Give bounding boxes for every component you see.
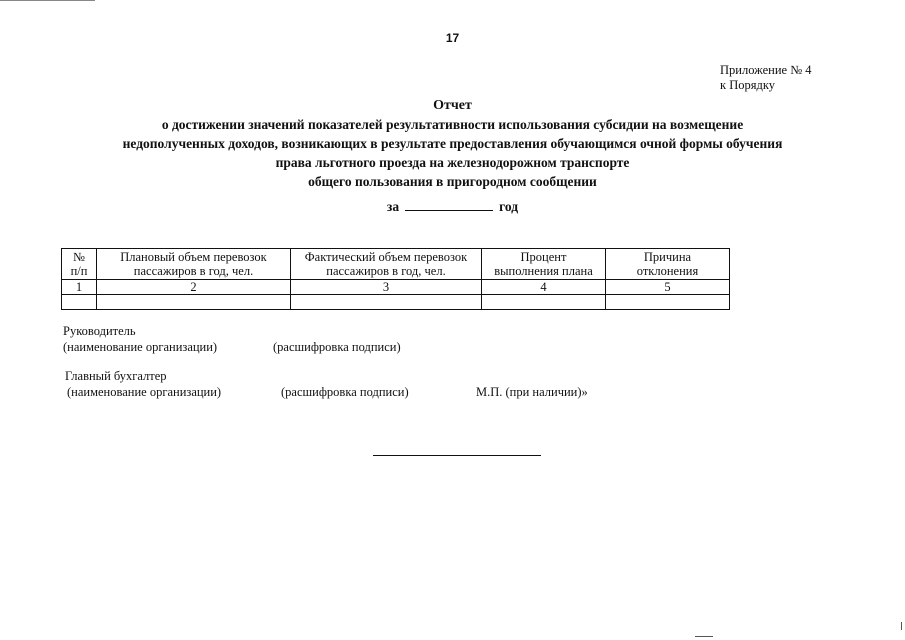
scan-edge-mark <box>901 622 902 630</box>
document-end-rule <box>373 455 541 456</box>
report-title-line-3: права льготного проезда на железнодорожном транспорте <box>275 155 630 170</box>
accountant-signature-decode-caption: (расшифровка подписи) <box>281 385 409 399</box>
table-cell: 1 <box>62 280 97 295</box>
table-cell: 2 <box>97 280 291 295</box>
appendix-reference <box>720 63 812 93</box>
scan-edge-mark <box>695 636 713 637</box>
head-signature-decode-caption: (расшифровка подписи) <box>273 340 401 354</box>
head-title: Руководитель <box>63 324 136 338</box>
table-cell <box>606 295 730 310</box>
table-cell <box>482 295 606 310</box>
table-row <box>62 295 730 310</box>
table-cell: 3 <box>291 280 482 295</box>
table-cell <box>291 295 482 310</box>
period-prefix: за <box>386 199 400 214</box>
header-cell-percent: Процент выполнения плана <box>482 249 606 280</box>
head-organization-caption: (наименование организации) <box>63 340 218 354</box>
table-cell: 5 <box>606 280 730 295</box>
report-heading: Отчет <box>433 98 472 113</box>
stamp-caption: М.П. (при наличии)» <box>476 385 588 399</box>
table-cell <box>62 295 97 310</box>
report-period <box>0 198 905 215</box>
period-suffix: год <box>499 199 519 214</box>
report-title-line-4: общего пользования в пригородном сообщении <box>308 174 597 189</box>
report-title-line-1: о достижении значений показателей результативности использования субсидии на возмещение <box>161 117 744 132</box>
appendix-line-1: Приложение № 4 <box>720 63 812 77</box>
accountant-organization-caption: (наименование организации) <box>67 385 222 399</box>
appendix-line-2: к Порядку <box>720 78 775 92</box>
header-cell-actual: Фактический объем перевозок пассажиров в год, чел. <box>291 249 482 280</box>
report-title <box>0 96 905 191</box>
period-year-blank <box>405 198 493 211</box>
header-cell-number: № п/п <box>62 249 97 280</box>
accountant-title: Главный бухгалтер <box>65 369 167 383</box>
header-cell-reason: Причина отклонения <box>606 249 730 280</box>
scan-edge-mark <box>0 0 95 1</box>
page-number: 17 <box>445 31 460 45</box>
table-numbering-row <box>62 280 730 295</box>
table-cell <box>97 295 291 310</box>
report-title-line-2: недополученных доходов, возникающих в результате предоставления обучающимся очной формы обучения <box>122 136 783 151</box>
table-cell: 4 <box>482 280 606 295</box>
table-header-row <box>62 249 730 280</box>
header-cell-planned: Плановый объем перевозок пассажиров в год, чел. <box>97 249 291 280</box>
indicators-table <box>61 248 730 310</box>
